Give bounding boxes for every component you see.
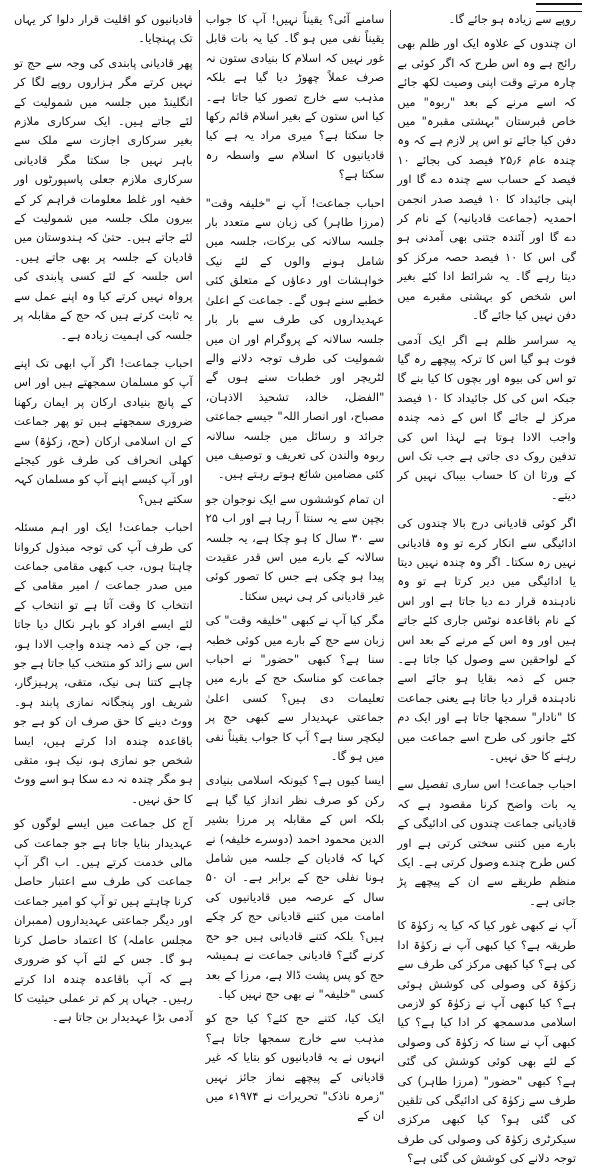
paragraph: ان تمام کوششوں سے ایک نوجوان جو بچپن سے یہ سنتا آ رہا ہے اور اب ۲۵ سے ۳۰ سال کا ہو چکا ہے، یہ جلسہ سالانہ کے بارے میں اس قدر عقیدت پیدا ہو چکی ہے جس کا تصور کوئی غیر قادیانی کر ہی نہیں سکتا۔ — [205, 491, 385, 603]
paragraph: آج کل جماعت میں ایسے لوگوں کو عہدیدار بنایا جاتا ہے جو جماعت کی مالی خدمت کرتے ہیں۔ اب اگر آپ جماعت کی طرف سے اعتبار حاصل کرنا چاہتے ہیں تو آپ کو امیر جماعت اور دیگر جماعتی عہدیداروں (ممبران مجلس عاملہ) کا اعتماد حاصل کرنا ہو گا۔ جس کے لئے آپ کو ضروری ہے کہ آپ باقاعدہ چندہ ادا کرتے رہیں۔ جہاں پر کم تر عملی حیثیت کا آدمی بڑا عہدیدار بن جاتا ہے۔ — [13, 816, 193, 1025]
paragraph: مگر کیا آپ نے کبھی "خلیفہ وقت" کی زبان سے حج کے بارے میں کوئی خطبہ سنا ہے؟ کبھی "حضور" نے احباب جماعت کو مناسک حج کے بارے میں تعلیمات دی ہیں؟ کسی اعلیٰ جماعتی عہدیدار سے کبھی حج پر لیکچر سنا ہے؟ آپ کا جواب یقیناً نفی میں ہو گا۔ — [205, 613, 385, 764]
paragraph: اگر کوئی قادیانی درج بالا چندوں کی ادائیگی سے انکار کرے تو وہ قادیانی نہیں رہ سکتا۔ اگر وہ چندہ نہیں دیتا یا ادائیگی میں دیر کرتا ہے تو وہ نادہندہ قرار دے دیا جاتا ہے اور اس کے نام باقاعدہ نوٹس جاری کئے جاتے ہیں اور وہ اس کے مرنے کے بعد اس کے لواحقین سے وصول کیا جاتا ہے۔ جس کے ذمہ بقایا ہو جائے اسے نادہندہ قرار دیا جاتا ہے یعنی جماعت کا "نادار" سمجھا جاتا ہے اور ایک دم کٹے جانور کی طرح اسے جماعت میں رہنے کا حق نہیں۔ — [397, 516, 576, 764]
header-rule — [536, 3, 582, 12]
column-left — [8, 10, 200, 1025]
paragraph: پھر قادیانی پابندی کی وجہ سے حج تو نہیں کرتے مگر ہزاروں روپے لگا کر انگلینڈ میں جلسہ میں شمولیت کے لئے جاتے ہیں۔ ایک سرکاری ملازم بغیر سرکاری اجازت سے ملک سے باہر نہیں جا سکتا مگر قادیانی سرکاری ملازم جعلی پاسپورٹوں اور خفیہ اور غلط معلومات فراہم کر کے بیرون ملک جلسہ میں شمولیت کے لئے جاتے ہیں۔ حتیٰ کہ ہندوستان میں قادیان کے جلسہ پر بھی جاتے ہیں۔ اس جلسہ کے لئے کسی پابندی کی پرواہ نہیں کرتے کیا وہ اپنے عمل سے یہ ثابت کرتے ہیں کہ حج کے مقابلہ پر جلسہ کی اہمیت زیادہ ہے۔ — [13, 55, 193, 342]
paragraph: سامنے آئی؟ یقیناً نہیں! آپ کا جواب یقیناً نفی میں ہو گا۔ کیا یہ بات قابل غور نہیں کہ اسلام کا بنیادی ستون نہ صرف عملاً چھوڑ دیا گیا ہے بلکہ مذہب سے خارج تصور کیا جاتا ہے۔ کیا اس ستون کے بغیر اسلام قائم رکھا جا سکتا ہے؟ میری مراد یہ ہے کیا قادیانیوں کا اسلام سے واسطہ رہ سکتا ہے؟ — [205, 12, 385, 182]
paragraph: آپ نے کبھی غور کیا کہ کیا یہ زکوٰۃ کا طریقہ ہے؟ کیا کبھی آپ نے زکوٰۃ ادا کی ہے؟ کیا کبھی مرکز کی طرف سے زکوٰۃ کی وصولی کی کوشش ہوئی ہے؟ کیا کبھی آپ نے زکوٰۃ کو لازمی اسلامی مدسمجھ کر ادا کیا ہے؟ کیا کبھی آپ نے سنا کہ زکوٰۃ کی وصولی کے لئے بھی کوئی کوشش کی گئی ہے؟ کبھی "حضور" (مرزا طاہر) کی طرف سے زکوٰۃ کی ادائیگی کی تلقین کی گئی ہو؟ کیا کبھی مرکزی سیکرٹری زکوٰۃ کی وصولی کی طرف توجہ دلانے کی کوشش کی گئی ہے؟ — [397, 918, 576, 1166]
paragraph: ان چندوں کے علاوہ ایک اور ظلم بھی رائج ہے وہ اس طرح کہ اگر کوئی بے چارہ مرتے وقت اپنی وصیت لکھ جائے کہ اسے مرنے کے بعد "ربوہ" میں خاص قبرستان "بہشتی مقبرہ" میں دفن کیا جائے تو اس پر لازم ہے کہ وہ چندہ عام ۲۵٫۶ فیصد کی بجائے ۱۰ فیصد کے حساب سے چندہ دے گا اور اپنی جائیداد کا ۱۰ فیصد صدر انجمن احمدیہ (جماعت قادیانیہ) کے نام کر دے گا اور آئندہ جتنی بھی آمدنی ہو گی اس کا ۱۰ فیصد حصہ مرکز کو دیتا رہے گا۔ یہ شرائط ادا کئے بغیر اس شخص کو بہشتی مقبرے میں دفن نہیں کیا جائے گا۔ — [397, 36, 577, 323]
column-right — [391, 10, 582, 1166]
article-columns — [8, 10, 582, 1166]
paragraph: ایسا کیوں ہے؟ کیونکہ اسلامی بنیادی رکن کو صرف نظر انداز کیا گیا ہے بلکہ اس کے مقابلہ پر مرزا بشیر الدین محمود احمد (دوسرے خلیفہ) نے کہا کہ قادیان کے جلسہ میں شامل ہونا نفلی حج کے برابر ہے۔ ان ۵۰ سال کے عرصہ میں قادیانیوں کی امامت میں کتنے قادیانی حج کر چکے ہیں؟ بلکہ کتنے قادیانی ہیں جو حج کرنے گئے؟ قادیانی جماعت نے ہمیشہ حج کو پس پشت ڈالا ہے، مرزا کے بعد کسی "خلیفہ" نے بھی حج نہیں کیا۔ — [205, 773, 385, 1001]
paragraph: احباب جماعت! اگر آپ ابھی تک اپنے آپ کو مسلمان سمجھتے ہیں اور اس کے پانچ بنیادی ارکان پر ایمان رکھنا ضروری سمجھتے ہیں تو پھر جماعت کے ان اسلامی ارکان (حج، زکوٰۃ) سے کھلی انحراف کی طرف غور کیجئے اور آپ کیسے اپنے آپ کو مسلمان کہہ سکتے ہیں؟ — [13, 355, 193, 506]
paragraph: یہ سراسر ظلم ہے اگر ایک آدمی فوت ہو گیا اس کا ترکہ پیچھے رہ گیا تو اس کی بیوہ اور بچوں کا کیا بنے گا جبکہ اس کی کل جائیداد کا ۱۰ فیصد مرکز لے جائے گا اس کے ذمہ چندہ واجب الادا ہوتا ہے لہذا اس کی تدفین روک دی جاتی ہے جب تک اس کے ورثا ان کا حساب بیباک نہیں کر دیتے۔ — [397, 332, 576, 502]
paragraph: احباب جماعت! اس ساری تفصیل سے یہ بات واضح کرنا مقصود ہے کہ قادیانی جماعت چندوں کی ادائیگی کے بارے میں کتنی سختی کرتی ہے اور کس طرح چندے وصول کرتی ہے۔ ایک منظم طریقے سے ان کے پیچھے پڑ جاتی ہے۔ — [397, 777, 576, 908]
paragraph: احباب جماعت! آپ نے "خلیفہ وقت" (مرزا طاہر) کی زبان سے متعدد بار جلسہ سالانہ کی برکات، جلسہ میں شامل ہونے والوں کے لئے نیک خواہشات اور دعاؤں کے متعلق کئی خطبے سنے ہوں گے۔ جماعت کے اعلیٰ عہدیداروں کی طرف سے بار بار جلسہ سالانہ کے پروگرام اور ان میں شمولیت کی طرف توجہ دلانے والے لٹریچر اور خطبات سنے ہوں گے "الفضل، خالد، تشحیذ الاذہان، مصباح، اور انصار اللہ" جیسے جماعتی جرائد و رسائل میں جلسہ سالانہ ربوہ والندن کی تعریف و توصیف میں کئی مضامین شائع ہوتے رہتے ہیں۔ — [205, 195, 385, 482]
paragraph: قادیانیوں کو اقلیت قرار دلوا کر یہاں تک پہنچایا۔ — [13, 12, 193, 46]
paragraph: احباب جماعت! ایک اور اہم مسئلہ کی طرف آپ کی توجہ مبذول کروانا چاہتا ہوں، جب کبھی مقامی جماعت میں صدر جماعت / امیر مقامی کے انتخاب کا وقت آتا ہے تو انتخاب کے لئے ایسے افراد کو باہر نکال دیا جاتا ہے، جن کے ذمہ چندہ واجب الادا ہو، اس سے زائد کو منتخب کیا جاتا ہے جو چاہے کتنا ہی نیک، متقی، پرہیزگار، شریف اور پنجگانہ نمازی پابند ہو۔ ووٹ دینے کا حق صرف ان کو ہے جو باقاعدہ چندہ ادا کرتے ہیں، ایسا شخص جو نمازی ہو، نیک ہو، متقی ہو مگر چندہ نہ دے سکا ہو اسے ووٹ کا حق نہیں۔ — [13, 520, 193, 806]
paragraph: روپے سے زیادہ ہو جائے گا۔ — [448, 12, 576, 26]
column-middle — [200, 10, 392, 1123]
paragraph: ایک کیا، کتنے حج کئے؟ کیا حج کو مذہب سے خارج سمجھا جاتا ہے؟ انہوں نے یہ قادیانیوں کو بتایا کہ غیر قادیانی کے پیچھے نماز جائز نہیں "زمرہ ناذک" تحریرات نے ۱۹۷۴ء میں ان کے — [205, 1011, 385, 1123]
